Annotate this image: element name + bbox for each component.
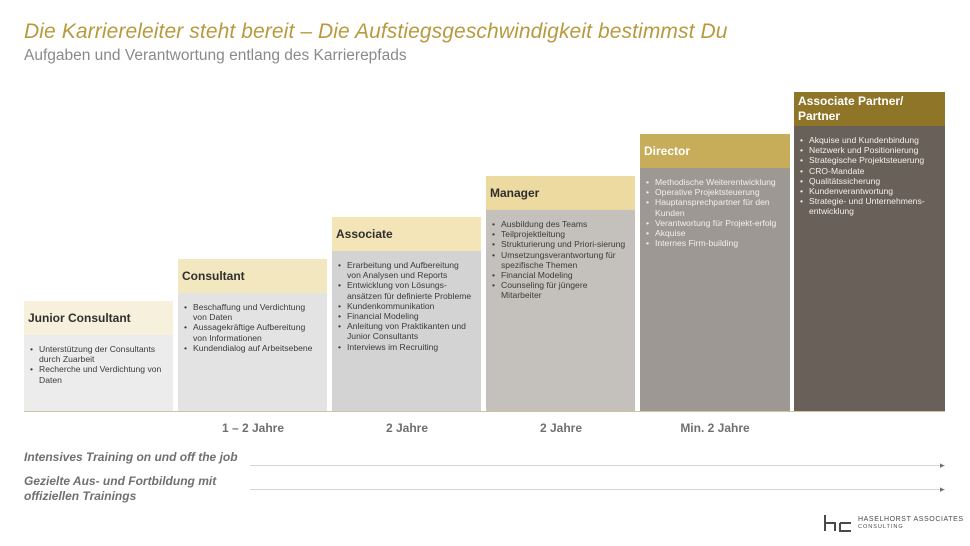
training-bar-line (250, 465, 945, 466)
list-item: • Beschaffung und Verdichtung von Daten (184, 302, 321, 322)
list-item: • Netzwerk und Positionierung (800, 145, 939, 155)
duration-label: Min. 2 Jahre (680, 421, 750, 435)
page-subtitle: Aufgaben und Verantwortung entlang des Karrierepfads (24, 47, 407, 64)
list-item: • Qualitätssicherung (800, 176, 939, 186)
duration-label: 2 Jahre (385, 421, 429, 435)
haselhorst-logo-icon (823, 514, 853, 532)
list-item: • Akquise (646, 228, 784, 238)
duration-label: 2 Jahre (539, 421, 583, 435)
stage-title: Director (640, 134, 790, 168)
logo-tagline: CONSULTING (858, 523, 904, 530)
list-item: • Interviews im Recruiting (338, 342, 475, 352)
stage-title: Consultant (178, 259, 327, 293)
list-item: • Financial Modeling (338, 311, 475, 321)
stage-body (640, 168, 790, 411)
training-bar-line (250, 489, 945, 490)
list-item: • Strukturierung und Priori-sierung (492, 239, 629, 249)
list-item: • Financial Modeling (492, 270, 629, 280)
stage-title: Associate (332, 217, 481, 251)
list-item: • Erarbeitung und Aufbereitung von Analysen und Reports (338, 260, 475, 280)
list-item: • Anleitung von Praktikanten und Junior Consultants (338, 321, 475, 341)
list-item: • Kundenkommunikation (338, 301, 475, 311)
list-item: • Strategische Projektsteuerung (800, 155, 939, 165)
stage-title: Manager (486, 176, 635, 210)
list-item: • Verantwortung für Projekt-erfolg (646, 218, 784, 228)
arrow-right-icon: ▸ (940, 484, 945, 494)
list-item: • CRO-Mandate (800, 166, 939, 176)
list-item: • Counseling für jüngere Mitarbeiter (492, 280, 629, 300)
list-item: • Operative Projektsteuerung (646, 187, 784, 197)
list-item: • Internes Firm-building (646, 238, 784, 248)
list-item: • Akquise und Kundenbindung (800, 135, 939, 145)
list-item: • Umsetzungsverantwortung für spezifische Themen (492, 250, 629, 270)
list-item: • Hauptansprechpartner für den Kunden (646, 197, 784, 217)
stage-title: Junior Consultant (24, 301, 173, 335)
arrow-right-icon: ▸ (940, 460, 945, 470)
training-bar-label: Intensives Training on und off the job (24, 450, 238, 464)
stage-title: Associate Partner/ Partner (794, 92, 945, 126)
list-item: • Methodische Weiterentwicklung (646, 177, 784, 187)
list-item: • Aussagekräftige Aufbereitung von Informationen (184, 322, 321, 342)
list-item: • Unterstützung der Consultants durch Zuarbeit (30, 344, 167, 364)
list-item: • Entwicklung von Lösungs-ansätzen für definierte Probleme (338, 280, 475, 300)
list-item: • Ausbildung des Teams (492, 219, 629, 229)
stage-body (332, 251, 481, 411)
list-item: • Strategie- und Unternehmens-entwicklung (800, 196, 939, 216)
logo-name: HASELHORST ASSOCIATES (858, 515, 964, 523)
duration-label: 1 – 2 Jahre (221, 421, 285, 435)
page-title: Die Karriereleiter steht bereit – Die Aufstiegsgeschwindigkeit bestimmst Du (24, 20, 728, 43)
list-item: • Kundenverantwortung (800, 186, 939, 196)
stage-body (24, 335, 173, 411)
stage-body (486, 210, 635, 411)
list-item: • Kundendialog auf Arbeitsebene (184, 343, 321, 353)
training-bar-label: Gezielte Aus- und Fortbildung mit offiziellen Trainings (24, 474, 217, 503)
company-logo (823, 514, 964, 532)
list-item: • Recherche und Verdichtung von Daten (30, 364, 167, 384)
baseline-divider (24, 411, 945, 412)
list-item: • Teilprojektleitung (492, 229, 629, 239)
stage-body (794, 126, 945, 411)
stage-body (178, 293, 327, 411)
